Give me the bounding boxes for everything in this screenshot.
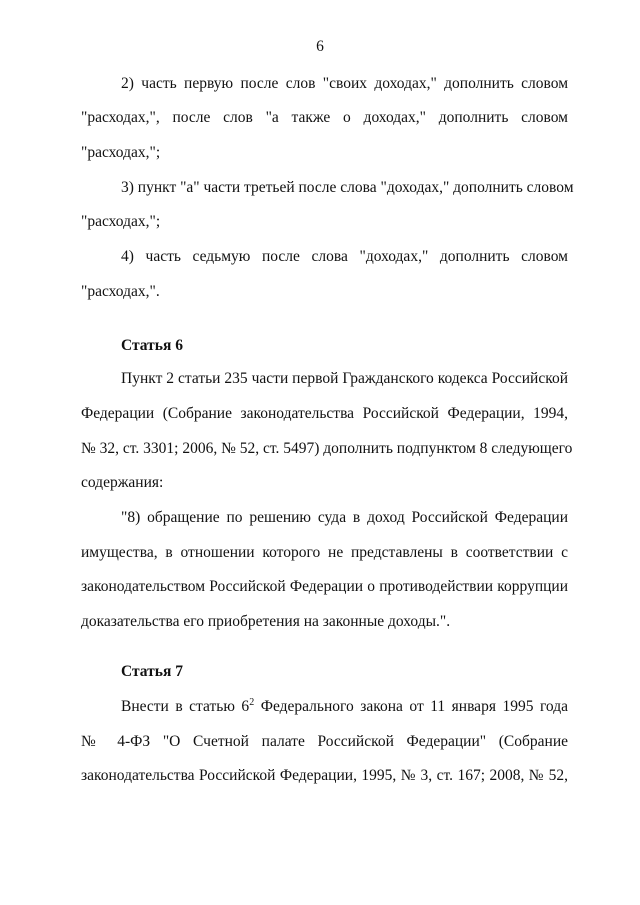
- text-line: 4) часть седьмую после слова "доходах," дополнить словом: [121, 248, 568, 265]
- text-line: 2) часть первую после слов "своих доходах," дополнить словом: [121, 75, 568, 92]
- text-line: [121, 697, 568, 717]
- page-number: 6: [316, 38, 324, 55]
- text-line: 3) пункт "а" части третьей после слова "доходах," дополнить словом: [121, 179, 574, 196]
- text-line: "расходах,", после слов "а также о доходах," дополнить словом: [81, 109, 568, 126]
- article-heading: Статья 7: [121, 663, 183, 680]
- text-line: "расходах,";: [81, 144, 161, 161]
- text-fragment: Федерального закона от 11 января 1995 года: [254, 698, 568, 715]
- article-heading: Статья 6: [121, 337, 183, 354]
- text-line: законодательства Российской Федерации, 1995, № 3, ст. 167; 2008, № 52,: [81, 767, 568, 784]
- text-line: содержания:: [81, 474, 164, 491]
- text-line: "расходах,";: [81, 213, 161, 230]
- text-line: Пункт 2 статьи 235 части первой Гражданского кодекса Российской: [121, 370, 568, 387]
- text-line: "расходах,".: [81, 283, 160, 300]
- text-line: № 32, ст. 3301; 2006, № 52, ст. 5497) дополнить подпунктом 8 следующего: [81, 440, 573, 457]
- text-line: "8) обращение по решению суда в доход Российской Федерации: [121, 509, 568, 526]
- text-line: законодательством Российской Федерации о противодействии коррупции: [81, 578, 568, 595]
- text-line: Федерации (Собрание законодательства Российской Федерации, 1994,: [81, 405, 568, 422]
- text-line: имущества, в отношении которого не представлены в соответствии с: [81, 544, 568, 561]
- text-line: доказательства его приобретения на законные доходы.".: [81, 613, 451, 630]
- text-fragment: Внести в статью 6: [121, 698, 250, 715]
- text-line: № 4-ФЗ "О Счетной палате Российской Федерации" (Собрание: [81, 733, 568, 750]
- superscript: 2: [249, 697, 255, 708]
